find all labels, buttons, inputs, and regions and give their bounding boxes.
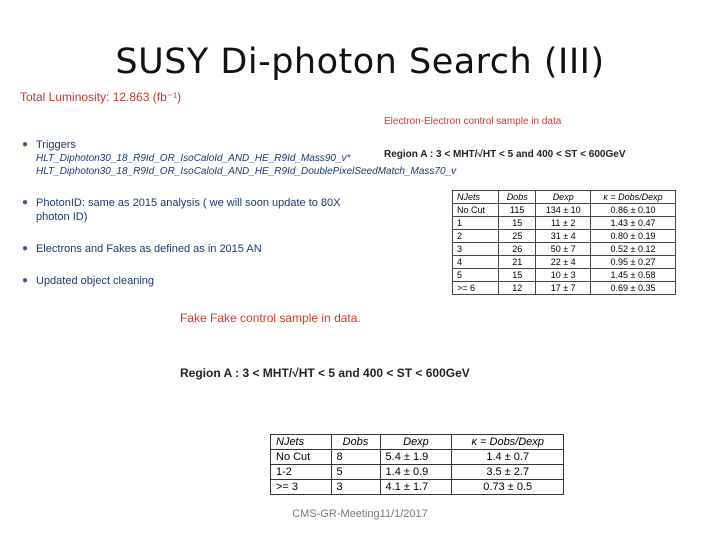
table-cell: 22 ± 4 bbox=[536, 256, 591, 269]
table-cell: No Cut bbox=[271, 450, 332, 465]
bullet-label: Electrons and Fakes as defined as in 2015 AN bbox=[36, 243, 262, 255]
table-header-row bbox=[271, 435, 564, 450]
ff-results-table bbox=[270, 434, 564, 495]
table-cell: 1.4 ± 0.7 bbox=[452, 450, 564, 465]
trigger-path: HLT_Diphoton30_18_R9Id_OR_IsoCaloId_AND_HE_R9Id_DoublePixelSeedMatch_Mass70_v bbox=[36, 166, 457, 177]
table-cell: 1-2 bbox=[271, 465, 332, 480]
table-row bbox=[453, 217, 676, 230]
bullet-dot-icon: ● bbox=[22, 197, 29, 208]
ee-sample-title: Electron-Electron control sample in data bbox=[384, 116, 562, 127]
table-cell: 1.43 ± 0.47 bbox=[591, 217, 676, 230]
bullet-triggers bbox=[22, 138, 457, 178]
bullet-object-cleaning bbox=[22, 274, 362, 288]
column-header: NJets bbox=[271, 435, 332, 450]
table-cell: 3 bbox=[331, 480, 380, 495]
column-header: κ = Dobs/Dexp bbox=[591, 191, 676, 204]
table-cell: 3.5 ± 2.7 bbox=[452, 465, 564, 480]
table-cell: 31 ± 4 bbox=[536, 230, 591, 243]
column-header: κ = Dobs/Dexp bbox=[452, 435, 564, 450]
table-cell: 17 ± 7 bbox=[536, 282, 591, 295]
table-row bbox=[453, 269, 676, 282]
table-cell: 8 bbox=[331, 450, 380, 465]
table-cell: 0.95 ± 0.27 bbox=[591, 256, 676, 269]
column-header: Dobs bbox=[499, 191, 536, 204]
bullet-photon-id bbox=[22, 196, 362, 224]
luminosity-label: Total Luminosity: 12.863 (fb⁻¹) bbox=[20, 90, 182, 104]
table-cell: 2 bbox=[453, 230, 499, 243]
table-header-row bbox=[453, 191, 676, 204]
bullet-label: PhotonID: same as 2015 analysis ( we will soon update to 80X photon ID) bbox=[36, 197, 341, 223]
table-cell: 15 bbox=[499, 269, 536, 282]
table-cell: 50 ± 7 bbox=[536, 243, 591, 256]
table-cell: 0.52 ± 0.12 bbox=[591, 243, 676, 256]
table-cell: 134 ± 10 bbox=[536, 204, 591, 217]
table-row bbox=[453, 230, 676, 243]
table-cell: 0.69 ± 0.35 bbox=[591, 282, 676, 295]
table-cell: 5 bbox=[453, 269, 499, 282]
table-row bbox=[453, 204, 676, 217]
table-row bbox=[453, 282, 676, 295]
table-cell: 1.4 ± 0.9 bbox=[380, 465, 452, 480]
table-row bbox=[271, 450, 564, 465]
trigger-path: HLT_Diphoton30_18_R9Id_OR_IsoCaloId_AND_HE_R9Id_Mass90_v* bbox=[36, 153, 351, 164]
table-cell: 1.45 ± 0.58 bbox=[591, 269, 676, 282]
slide-title: SUSY Di-photon Search (III) bbox=[115, 42, 605, 82]
bullet-electrons-fakes bbox=[22, 242, 362, 256]
table-cell: 10 ± 3 bbox=[536, 269, 591, 282]
table-cell: 5 bbox=[331, 465, 380, 480]
bullet-dot-icon: ● bbox=[22, 243, 29, 254]
bullet-label: Triggers bbox=[36, 139, 76, 151]
table-cell: 1 bbox=[453, 217, 499, 230]
table-cell: >= 6 bbox=[453, 282, 499, 295]
table-cell: 12 bbox=[499, 282, 536, 295]
table-row bbox=[271, 465, 564, 480]
column-header: Dobs bbox=[331, 435, 380, 450]
table-cell: 0.73 ± 0.5 bbox=[452, 480, 564, 495]
ff-region-label: Region A : 3 < MHT/√HT < 5 and 400 < ST < 600GeV bbox=[180, 366, 470, 380]
table-cell: 0.86 ± 0.10 bbox=[591, 204, 676, 217]
table-cell: 4 bbox=[453, 256, 499, 269]
ee-region-label: Region A : 3 < MHT/√HT < 5 and 400 < ST < 600GeV bbox=[384, 149, 626, 160]
column-header: NJets bbox=[453, 191, 499, 204]
bullet-list bbox=[22, 138, 457, 306]
table-cell: 115 bbox=[499, 204, 536, 217]
table-row bbox=[453, 256, 676, 269]
table-cell: 3 bbox=[453, 243, 499, 256]
table-cell: No Cut bbox=[453, 204, 499, 217]
table-cell: 15 bbox=[499, 217, 536, 230]
table-cell: 4.1 ± 1.7 bbox=[380, 480, 452, 495]
table-cell: >= 3 bbox=[271, 480, 332, 495]
slide-footer: CMS-GR-Meeting11/1/2017 bbox=[292, 508, 428, 520]
ff-sample-title: Fake Fake control sample in data. bbox=[180, 311, 361, 325]
table-cell: 26 bbox=[499, 243, 536, 256]
bullet-label: Updated object cleaning bbox=[36, 275, 155, 287]
bullet-dot-icon: ● bbox=[22, 139, 29, 150]
column-header: Dexp bbox=[380, 435, 452, 450]
column-header: Dexp bbox=[536, 191, 591, 204]
table-cell: 0.80 ± 0.19 bbox=[591, 230, 676, 243]
table-row bbox=[453, 243, 676, 256]
table-cell: 25 bbox=[499, 230, 536, 243]
bullet-dot-icon: ● bbox=[22, 275, 29, 286]
ee-results-table bbox=[452, 190, 676, 295]
table-cell: 21 bbox=[499, 256, 536, 269]
table-row bbox=[271, 480, 564, 495]
table-cell: 11 ± 2 bbox=[536, 217, 591, 230]
table-cell: 5.4 ± 1.9 bbox=[380, 450, 452, 465]
